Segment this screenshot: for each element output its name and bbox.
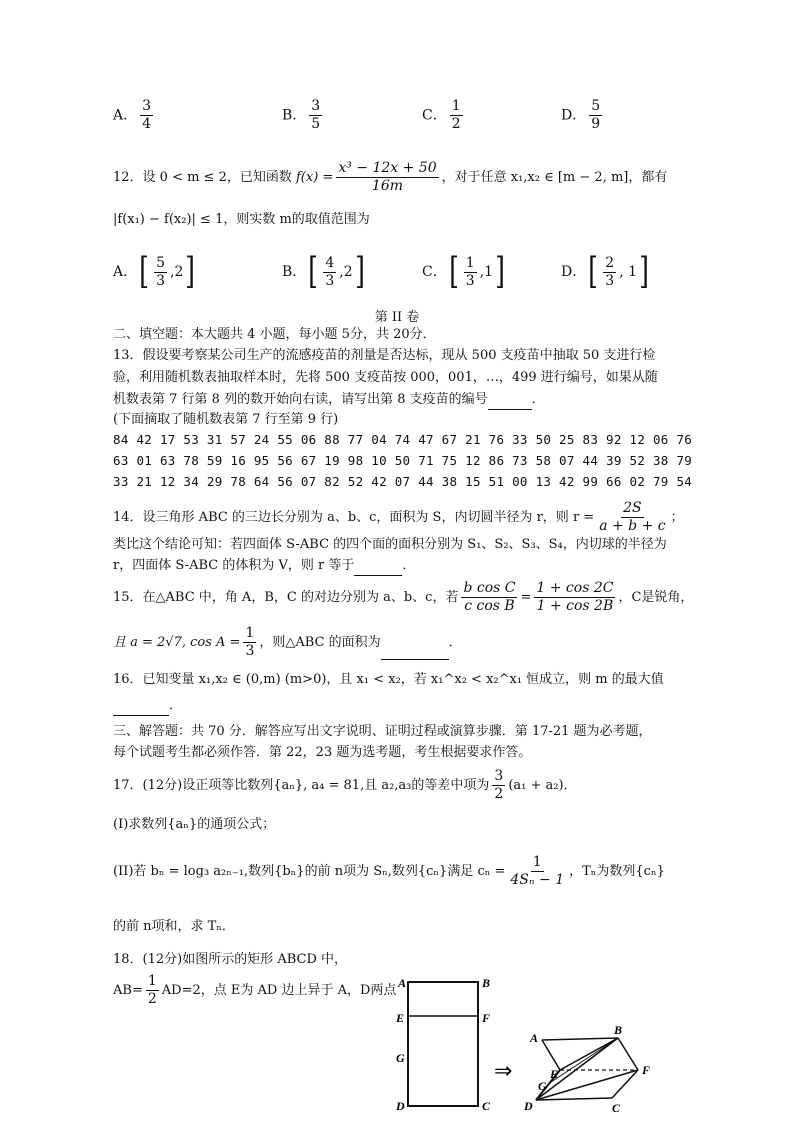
q14-line1: 14．设三角形 ABC 的三边长分别为 a、b、c，面积为 S，内切圆半径为 r，则 r = $\frac{2S}{a + b + c}$ ； — [113, 500, 684, 534]
section2-heading: 二、填空题：本大题共 4 小题，每小题 5分，共 20分． — [113, 327, 436, 342]
label-d: D — [396, 1099, 405, 1113]
label-f2: F — [642, 1063, 651, 1077]
label-g: G — [396, 1051, 405, 1065]
part2-title: 第 II 卷 — [374, 310, 420, 325]
label-e2: E — [550, 1067, 559, 1081]
q12-option-d: D．[ $\frac{2}{3}$ , 1] — [561, 251, 649, 292]
q12-option-a: A．[ $\frac{5}{3}$ ,2] — [113, 251, 196, 292]
random-row-9: 33 21 12 34 29 78 64 56 07 82 52 42 07 44 38 15 51 00 13 42 99 66 02 79 54 — [113, 474, 693, 489]
q12-line2: |f(x₁) − f(x₂)| ≤ 1，则实数 m的取值范围为 — [113, 212, 370, 227]
q17-line4: 的前 n项和，求 Tₙ． — [113, 919, 235, 934]
label-c: C — [482, 1099, 491, 1113]
rectangle-abcd — [408, 982, 478, 1106]
random-row-8: 63 01 63 78 59 16 95 56 67 19 98 10 50 71 75 12 86 73 58 07 44 39 52 38 79 — [113, 453, 693, 468]
q11-option-c: C． $\frac{1}{2}$ — [422, 98, 461, 132]
q12-line1: 12．设 0 < m ≤ 2，已知函数 f(x) = $\frac{\text{x³ − 12x + 50}}{16m}$ ，对于任意 x₁,x₂ ∈ [m − 2, m]，都有 — [113, 160, 668, 194]
q16-line1: 16．已知变量 x₁,x₂ ∈ (0,m) (m>0)，且 x₁ < x₂，若 x₁^x₂ < x₂^x₁ 恒成立，则 m 的最大值 — [113, 672, 664, 687]
label-a: A — [398, 976, 407, 990]
q14-line3: r，四面体 S-ABC 的体积为 V，则 r 等于 ． — [113, 556, 415, 576]
label-b2: B — [614, 1023, 623, 1037]
label-b: B — [482, 976, 491, 990]
edge-eb — [560, 1038, 618, 1070]
answer-blank — [488, 409, 532, 410]
answer-blank — [113, 715, 169, 716]
q13-note: (下面摘取了随机数表第 7 行至第 9 行) — [113, 412, 339, 427]
label-f: F — [482, 1011, 491, 1025]
q17-line1: 17．(12分)设正项等比数列{aₙ}, a₄ = 81,且 a₂,a₃的等差中项为 $\frac{3}{2}$ (a₁ + a₂)． — [113, 768, 577, 802]
label-c2: C — [612, 1101, 621, 1115]
section3-line2: 每个试题考生都必须作答．第 22，23 题为选考题，考生根据要求作答。 — [113, 745, 532, 760]
q11-option-b: B． $\frac{3}{5}$ — [282, 98, 321, 132]
edge-dc — [536, 1098, 612, 1100]
label-a2: A — [530, 1031, 539, 1045]
answer-blank — [381, 659, 449, 660]
random-row-7: 84 42 17 53 31 57 24 55 06 88 77 04 74 47 67 21 76 33 50 25 83 92 12 06 76 — [113, 432, 693, 447]
q13-line2: 验，利用随机数表抽取样本时，先将 500 支疫苗按 000，001，…，499 进行编号，如果从随 — [113, 370, 658, 385]
q18-line1: 18．(12分)如图所示的矩形 ABCD 中， — [113, 952, 348, 967]
q12-option-b: B．[ $\frac{4}{3}$ ,2] — [282, 251, 365, 292]
q13-line1: 13．假设要考察某公司生产的流感疫苗的剂量是否达标，现从 500 支疫苗中抽取 50 支进行检 — [113, 348, 656, 363]
q11-option-a: A． $\frac{3}{4}$ — [113, 98, 152, 132]
q16-line2: ． — [113, 696, 182, 716]
q17-part2: (II)若 bₙ = log₃ a₂ₙ₋₁,数列{bₙ}的前 n项为 Sₙ,数列{cₙ}满足 cₙ = $\frac{1}{\text{4Sₙ − 1}}$ ，Tₙ为数列{cₙ} — [113, 854, 665, 888]
q11-option-d: D． $\frac{5}{9}$ — [561, 98, 601, 132]
answer-blank — [354, 575, 402, 576]
label-d2: D — [524, 1099, 533, 1113]
label-g2: G — [538, 1079, 547, 1093]
edge-bf — [618, 1038, 638, 1070]
section3-line1: 三、解答题：共 70 分．解答应写出文字说明、证明过程或演算步骤．第 17-21 题为必考题， — [113, 724, 652, 739]
q18-line2: AB= $\frac{1}{2}$ AD=2，点 E为 AD 边上异于 A，D两点 — [113, 973, 397, 1007]
q14-line2: 类比这个结论可知：若四面体 S-ABC 的四个面的面积分别为 S₁、S₂、S₃、S₄，内切球的半径为 — [113, 537, 667, 552]
edge-gb — [548, 1038, 618, 1084]
q15-line2: 且 a = 2√7, cos A = $\frac{1}{3}$ ，则△ABC 的面积为 ． — [113, 625, 462, 659]
edge-ae — [542, 1040, 560, 1070]
label-e: E — [396, 1011, 405, 1025]
edge-ab — [542, 1038, 618, 1040]
rectangle-fold-figure — [390, 970, 670, 1118]
q17-part1: (I)求数列{aₙ}的通项公式； — [113, 817, 276, 832]
q15-line1: 15．在△ABC 中，角 A，B，C 的对边分别为 a、b、c，若 $\frac{\text{b cos C}}{\text{c cos B}}$ = $\frac{1 + \cos 2C}{1 + \cos 2B}$ ，C是锐角， — [113, 580, 694, 614]
q12-option-c: C．[ $\frac{1}{3}$ ,1] — [422, 251, 505, 292]
edge-db — [536, 1038, 618, 1100]
q13-line3: 机数表第 7 行第 8 列的数开始向右读，请写出第 8 支疫苗的编号 ． — [113, 390, 545, 410]
transform-arrow: ⇒ — [494, 1059, 513, 1084]
